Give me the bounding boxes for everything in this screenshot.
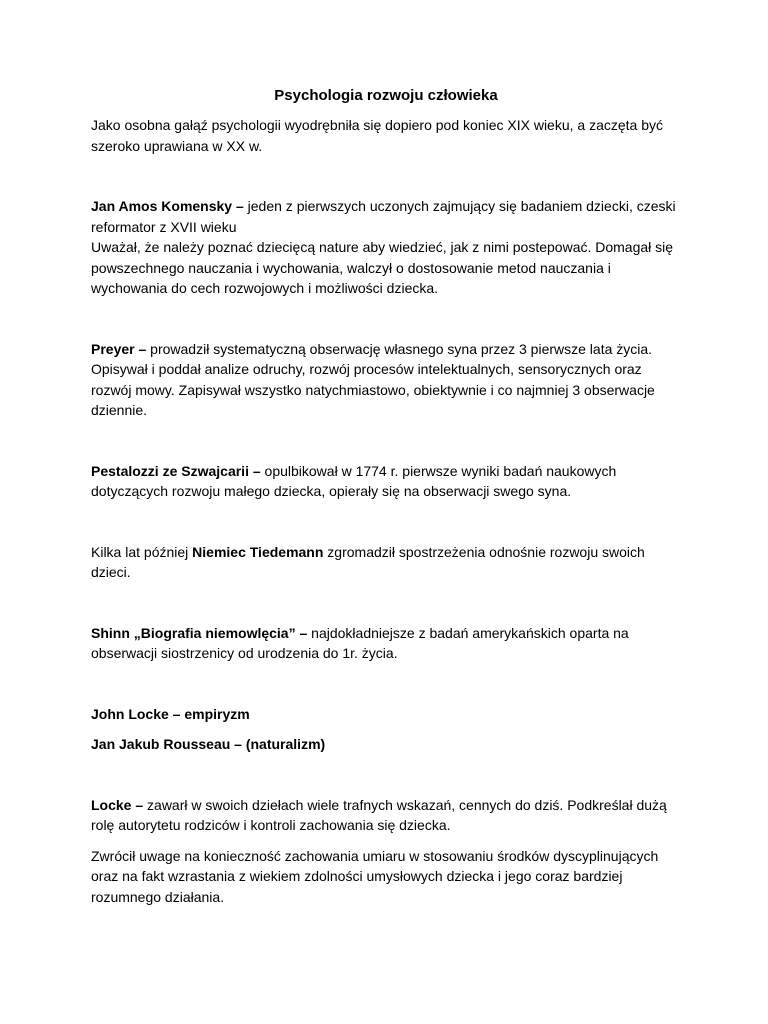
spacer	[91, 299, 681, 339]
shinn-name: Shinn „Biografia niemowlęcia” –	[91, 624, 308, 641]
spacer	[91, 421, 681, 461]
pestalozzi-text: opulbikował w 1774 r. pierwsze wyniki badań naukowych dotyczących rozwoju małego dziecka, opierały się na obserwacji swego syna.	[91, 462, 617, 499]
locke-text: zawarł w swoich dziełach wiele trafnych wskazań, cennych do dziś. Podkreślał dużą rolę autorytetu rodziców i kontroli zachowania się dziecka.	[91, 796, 667, 833]
document-page	[91, 86, 681, 907]
intro-paragraph: Jako osobna gałąź psychologii wyodrębniła się dopiero pod koniec XIX wieku, a zaczęta być szeroko uprawiana w XX w.	[91, 117, 664, 154]
komensky-text-2: Uważał, że należy poznać dziecięcą nature aby wiedzieć, jak z nimi postepować. Domagał się powszechnego nauczania i wychowania, walczył o dostosowanie metod nauczania i wychowania do cech rozwojowych i możliwości dziecka.	[91, 239, 674, 296]
pestalozzi-paragraph	[91, 461, 681, 502]
tiedemann-before: Kilka lat później	[91, 543, 193, 560]
spacer	[91, 502, 681, 542]
preyer-paragraph	[91, 339, 681, 421]
rousseau-heading-text: Jan Jakub Rousseau – (naturalizm)	[91, 736, 326, 752]
document-title: Psychologia rozwoju człowieka	[274, 87, 498, 104]
tiedemann-after: zgromadził spostrzeżenia odnośnie rozwoju swoich dzieci.	[91, 543, 645, 580]
locke-paragraph-2: Zwrócił uwage na konieczność zachowania umiaru w stosowaniu środków dyscyplinujących oraz na fakt wzrastania z wiekiem zdolności umysłowych dziecka i jego coraz bardziej rozumnego działania.	[91, 847, 659, 905]
locke-name: Locke –	[91, 796, 144, 813]
shinn-text: najdokładniejsze z badań amerykańskich oparta na obserwacji siostrzenicy od urodzenia do 1r. życia.	[91, 624, 629, 661]
spacer	[91, 836, 681, 846]
komensky-name: Jan Amos Komensky –	[91, 198, 244, 214]
komensky-paragraph	[91, 196, 681, 299]
shinn-paragraph	[91, 623, 681, 664]
locke-heading-text: John Locke – empiryzm	[91, 705, 250, 722]
spacer	[91, 664, 681, 704]
spacer	[91, 724, 681, 734]
locke-heading	[91, 704, 681, 725]
spacer	[91, 583, 681, 623]
rousseau-heading	[91, 734, 681, 755]
tiedemann-name: Niemiec Tiedemann	[192, 543, 324, 560]
komensky-text: jeden z pierwszych uczonych zajmujący się badaniem dziecki, czeski reformator z XVII wieku	[91, 198, 676, 235]
pestalozzi-name: Pestalozzi ze Szwajcarii –	[91, 462, 261, 479]
locke-paragraph	[91, 795, 681, 836]
preyer-text: prowadził systematyczną obserwację własnego syna przez 3 pierwsze lata życia. Opisywał i poddał analize odruchy, rozwój procesów intelektualnych, sensorycznych oraz rozwój mowy. Zapisywał wszystko natychmiastowo, obiektywnie i co najmniej 3 obserwacje dziennie.	[91, 340, 655, 418]
tiedemann-paragraph	[91, 542, 681, 583]
spacer	[91, 755, 681, 795]
preyer-name: Preyer –	[91, 340, 147, 357]
spacer	[91, 156, 681, 196]
